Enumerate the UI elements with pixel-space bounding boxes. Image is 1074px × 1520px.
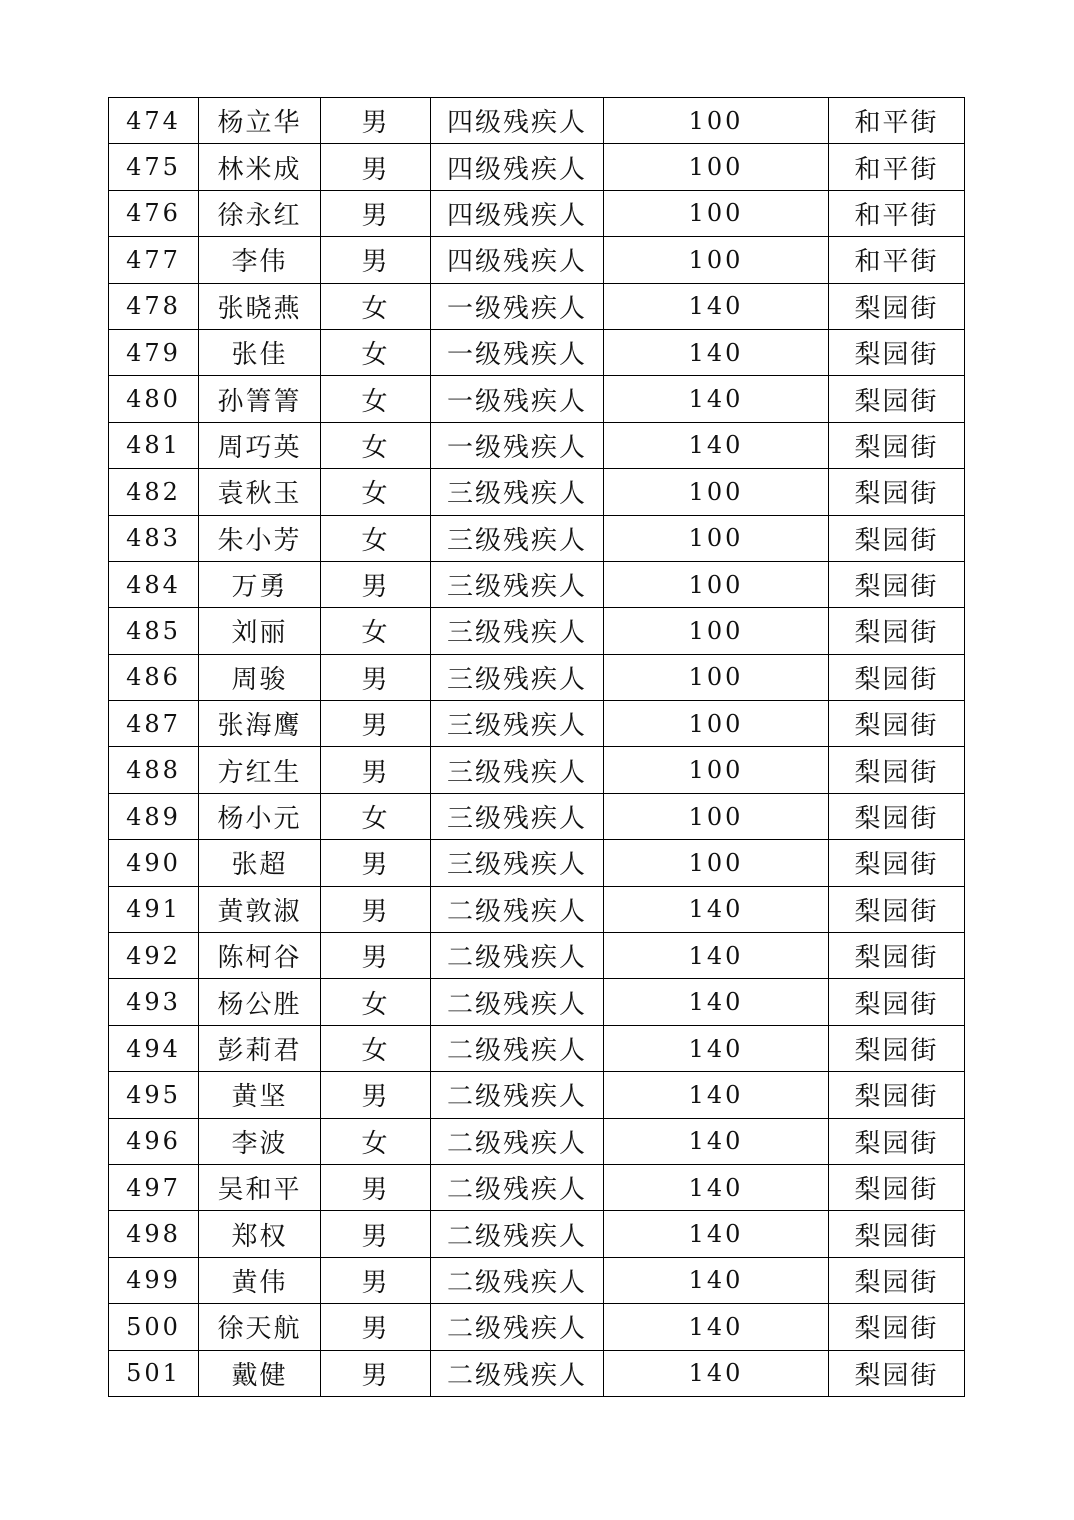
cell-serial: 495	[109, 1072, 199, 1118]
cell-gender: 男	[321, 1072, 431, 1118]
cell-serial: 491	[109, 886, 199, 932]
cell-amount: 140	[604, 1350, 829, 1396]
cell-disability-level: 一级残疾人	[431, 376, 604, 422]
table-row	[109, 515, 965, 561]
cell-disability-level: 三级残疾人	[431, 840, 604, 886]
cell-gender: 女	[321, 793, 431, 839]
cell-disability-level: 二级残疾人	[431, 886, 604, 932]
cell-disability-level: 二级残疾人	[431, 1072, 604, 1118]
cell-street: 梨园街	[829, 701, 965, 747]
cell-disability-level: 三级残疾人	[431, 701, 604, 747]
table-row	[109, 979, 965, 1025]
cell-gender: 男	[321, 561, 431, 607]
cell-name: 陈柯谷	[199, 933, 321, 979]
cell-name: 周巧英	[199, 422, 321, 468]
table-row	[109, 1304, 965, 1350]
cell-street: 梨园街	[829, 608, 965, 654]
cell-gender: 男	[321, 1350, 431, 1396]
cell-serial: 498	[109, 1211, 199, 1257]
cell-street: 梨园街	[829, 1118, 965, 1164]
table-row	[109, 1164, 965, 1210]
table-row	[109, 608, 965, 654]
cell-name: 万勇	[199, 561, 321, 607]
cell-disability-level: 三级残疾人	[431, 469, 604, 515]
cell-disability-level: 三级残疾人	[431, 561, 604, 607]
cell-disability-level: 二级残疾人	[431, 1304, 604, 1350]
cell-gender: 女	[321, 329, 431, 375]
cell-gender: 男	[321, 1304, 431, 1350]
cell-street: 梨园街	[829, 793, 965, 839]
cell-street: 梨园街	[829, 1072, 965, 1118]
cell-serial: 474	[109, 98, 199, 144]
cell-disability-level: 二级残疾人	[431, 933, 604, 979]
table-row	[109, 283, 965, 329]
cell-street: 梨园街	[829, 1164, 965, 1210]
cell-amount: 140	[604, 376, 829, 422]
table-row	[109, 747, 965, 793]
cell-serial: 489	[109, 793, 199, 839]
table-row	[109, 329, 965, 375]
cell-gender: 男	[321, 98, 431, 144]
cell-gender: 男	[321, 237, 431, 283]
table-row	[109, 701, 965, 747]
subsidy-table	[108, 97, 965, 1397]
cell-amount: 100	[604, 701, 829, 747]
cell-street: 和平街	[829, 190, 965, 236]
cell-street: 梨园街	[829, 1025, 965, 1071]
cell-amount: 140	[604, 1025, 829, 1071]
cell-amount: 100	[604, 469, 829, 515]
cell-serial: 476	[109, 190, 199, 236]
cell-amount: 140	[604, 1118, 829, 1164]
table-row	[109, 933, 965, 979]
cell-serial: 475	[109, 144, 199, 190]
cell-name: 黄敦淑	[199, 886, 321, 932]
cell-gender: 女	[321, 1025, 431, 1071]
cell-street: 梨园街	[829, 422, 965, 468]
cell-gender: 男	[321, 840, 431, 886]
cell-disability-level: 二级残疾人	[431, 1350, 604, 1396]
cell-gender: 女	[321, 469, 431, 515]
cell-name: 朱小芳	[199, 515, 321, 561]
cell-street: 梨园街	[829, 1350, 965, 1396]
cell-amount: 140	[604, 283, 829, 329]
cell-amount: 140	[604, 1304, 829, 1350]
cell-amount: 140	[604, 979, 829, 1025]
cell-street: 梨园街	[829, 283, 965, 329]
cell-serial: 485	[109, 608, 199, 654]
cell-disability-level: 三级残疾人	[431, 793, 604, 839]
cell-name: 吴和平	[199, 1164, 321, 1210]
cell-amount: 140	[604, 422, 829, 468]
table-row	[109, 840, 965, 886]
cell-gender: 女	[321, 1118, 431, 1164]
cell-street: 和平街	[829, 98, 965, 144]
cell-disability-level: 三级残疾人	[431, 747, 604, 793]
cell-amount: 100	[604, 515, 829, 561]
cell-amount: 100	[604, 561, 829, 607]
cell-serial: 490	[109, 840, 199, 886]
cell-serial: 500	[109, 1304, 199, 1350]
table-row	[109, 1211, 965, 1257]
cell-name: 张超	[199, 840, 321, 886]
cell-name: 彭莉君	[199, 1025, 321, 1071]
cell-street: 梨园街	[829, 329, 965, 375]
cell-gender: 女	[321, 979, 431, 1025]
cell-amount: 100	[604, 747, 829, 793]
cell-name: 徐天航	[199, 1304, 321, 1350]
cell-gender: 男	[321, 144, 431, 190]
cell-gender: 男	[321, 1211, 431, 1257]
cell-street: 梨园街	[829, 654, 965, 700]
cell-serial: 484	[109, 561, 199, 607]
cell-disability-level: 四级残疾人	[431, 144, 604, 190]
cell-disability-level: 二级残疾人	[431, 1118, 604, 1164]
cell-street: 和平街	[829, 237, 965, 283]
cell-street: 梨园街	[829, 515, 965, 561]
cell-amount: 100	[604, 237, 829, 283]
table-row	[109, 1025, 965, 1071]
cell-gender: 男	[321, 654, 431, 700]
cell-gender: 女	[321, 422, 431, 468]
cell-name: 方红生	[199, 747, 321, 793]
cell-gender: 男	[321, 1164, 431, 1210]
cell-street: 梨园街	[829, 561, 965, 607]
table-row	[109, 376, 965, 422]
cell-street: 梨园街	[829, 1257, 965, 1303]
cell-name: 袁秋玉	[199, 469, 321, 515]
cell-amount: 100	[604, 608, 829, 654]
table-row	[109, 237, 965, 283]
cell-amount: 140	[604, 1072, 829, 1118]
table-row	[109, 1118, 965, 1164]
cell-serial: 493	[109, 979, 199, 1025]
cell-serial: 494	[109, 1025, 199, 1071]
cell-disability-level: 四级残疾人	[431, 98, 604, 144]
cell-gender: 男	[321, 701, 431, 747]
cell-name: 孙箐箐	[199, 376, 321, 422]
cell-name: 徐永红	[199, 190, 321, 236]
cell-disability-level: 二级残疾人	[431, 979, 604, 1025]
cell-gender: 女	[321, 608, 431, 654]
cell-name: 刘丽	[199, 608, 321, 654]
cell-gender: 男	[321, 933, 431, 979]
table-row	[109, 422, 965, 468]
table-row	[109, 886, 965, 932]
table-row	[109, 469, 965, 515]
cell-name: 郑权	[199, 1211, 321, 1257]
cell-name: 杨小元	[199, 793, 321, 839]
cell-amount: 100	[604, 654, 829, 700]
cell-serial: 482	[109, 469, 199, 515]
cell-disability-level: 四级残疾人	[431, 237, 604, 283]
cell-street: 和平街	[829, 144, 965, 190]
cell-amount: 140	[604, 886, 829, 932]
cell-disability-level: 一级残疾人	[431, 329, 604, 375]
cell-serial: 488	[109, 747, 199, 793]
cell-amount: 100	[604, 144, 829, 190]
cell-disability-level: 三级残疾人	[431, 515, 604, 561]
cell-name: 张海鹰	[199, 701, 321, 747]
cell-name: 戴健	[199, 1350, 321, 1396]
cell-amount: 100	[604, 840, 829, 886]
cell-name: 李伟	[199, 237, 321, 283]
cell-serial: 477	[109, 237, 199, 283]
cell-serial: 479	[109, 329, 199, 375]
table-row	[109, 190, 965, 236]
cell-serial: 501	[109, 1350, 199, 1396]
cell-disability-level: 一级残疾人	[431, 283, 604, 329]
cell-name: 杨立华	[199, 98, 321, 144]
cell-name: 黄伟	[199, 1257, 321, 1303]
cell-street: 梨园街	[829, 979, 965, 1025]
cell-amount: 140	[604, 329, 829, 375]
cell-amount: 100	[604, 98, 829, 144]
cell-gender: 男	[321, 1257, 431, 1303]
cell-amount: 140	[604, 1164, 829, 1210]
cell-gender: 男	[321, 747, 431, 793]
cell-name: 杨公胜	[199, 979, 321, 1025]
cell-gender: 女	[321, 515, 431, 561]
cell-serial: 481	[109, 422, 199, 468]
cell-disability-level: 二级残疾人	[431, 1257, 604, 1303]
cell-serial: 480	[109, 376, 199, 422]
cell-disability-level: 二级残疾人	[431, 1164, 604, 1210]
cell-gender: 男	[321, 886, 431, 932]
cell-disability-level: 一级残疾人	[431, 422, 604, 468]
cell-name: 林米成	[199, 144, 321, 190]
cell-serial: 499	[109, 1257, 199, 1303]
cell-street: 梨园街	[829, 840, 965, 886]
cell-street: 梨园街	[829, 933, 965, 979]
cell-disability-level: 三级残疾人	[431, 608, 604, 654]
table-row	[109, 1257, 965, 1303]
cell-serial: 487	[109, 701, 199, 747]
cell-disability-level: 二级残疾人	[431, 1025, 604, 1071]
cell-street: 梨园街	[829, 1304, 965, 1350]
cell-serial: 483	[109, 515, 199, 561]
cell-street: 梨园街	[829, 376, 965, 422]
table-row	[109, 1350, 965, 1396]
cell-serial: 496	[109, 1118, 199, 1164]
table-row	[109, 144, 965, 190]
cell-serial: 486	[109, 654, 199, 700]
cell-serial: 497	[109, 1164, 199, 1210]
table-row	[109, 1072, 965, 1118]
cell-amount: 140	[604, 1211, 829, 1257]
cell-disability-level: 三级残疾人	[431, 654, 604, 700]
cell-name: 黄坚	[199, 1072, 321, 1118]
table-row	[109, 654, 965, 700]
cell-name: 张晓燕	[199, 283, 321, 329]
cell-street: 梨园街	[829, 469, 965, 515]
table-body	[109, 98, 965, 1397]
table-row	[109, 98, 965, 144]
cell-street: 梨园街	[829, 886, 965, 932]
cell-serial: 492	[109, 933, 199, 979]
cell-gender: 男	[321, 190, 431, 236]
cell-disability-level: 二级残疾人	[431, 1211, 604, 1257]
cell-amount: 100	[604, 190, 829, 236]
cell-name: 周骏	[199, 654, 321, 700]
cell-gender: 女	[321, 283, 431, 329]
cell-amount: 100	[604, 793, 829, 839]
cell-serial: 478	[109, 283, 199, 329]
cell-amount: 140	[604, 933, 829, 979]
cell-name: 李波	[199, 1118, 321, 1164]
cell-gender: 女	[321, 376, 431, 422]
table-row	[109, 561, 965, 607]
table-row	[109, 793, 965, 839]
cell-street: 梨园街	[829, 747, 965, 793]
cell-disability-level: 四级残疾人	[431, 190, 604, 236]
cell-street: 梨园街	[829, 1211, 965, 1257]
cell-amount: 140	[604, 1257, 829, 1303]
cell-name: 张佳	[199, 329, 321, 375]
